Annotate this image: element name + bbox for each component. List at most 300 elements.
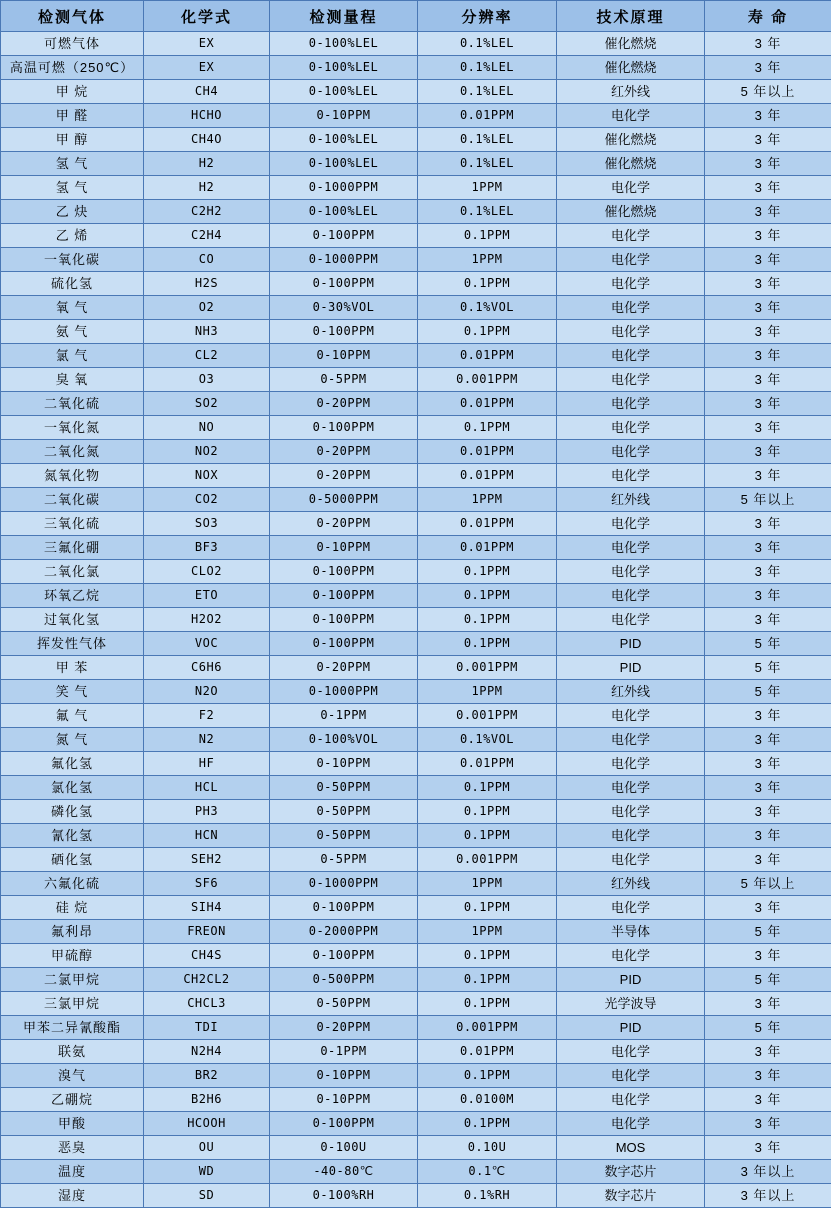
table-row xyxy=(1,1112,831,1136)
table-row xyxy=(1,248,831,272)
table-cell: 0-50PPM xyxy=(270,776,418,800)
table-cell: 3 年 xyxy=(705,56,831,80)
table-cell: 氨 气 xyxy=(1,320,144,344)
table-cell: 电化学 xyxy=(557,176,705,200)
table-row xyxy=(1,728,831,752)
table-cell: 0-100PPM xyxy=(270,608,418,632)
table-cell: 0.01PPM xyxy=(418,464,557,488)
table-cell: 3 年 xyxy=(705,440,831,464)
table-cell: 3 年 xyxy=(705,416,831,440)
table-cell: 氮 气 xyxy=(1,728,144,752)
table-cell: 电化学 xyxy=(557,1088,705,1112)
table-cell: 电化学 xyxy=(557,224,705,248)
table-cell: 乙硼烷 xyxy=(1,1088,144,1112)
table-cell: 0-100PPM xyxy=(270,584,418,608)
table-cell: 0.1PPM xyxy=(418,584,557,608)
table-cell: 0-100PPM xyxy=(270,224,418,248)
table-cell: 温度 xyxy=(1,1160,144,1184)
table-cell: 电化学 xyxy=(557,848,705,872)
table-cell: 氯化氢 xyxy=(1,776,144,800)
table-cell: 1PPM xyxy=(418,248,557,272)
table-cell: VOC xyxy=(144,632,270,656)
table-cell: 3 年 xyxy=(705,224,831,248)
table-cell: 1PPM xyxy=(418,176,557,200)
table-row xyxy=(1,80,831,104)
table-cell: 三氯甲烷 xyxy=(1,992,144,1016)
table-cell: 氟化氢 xyxy=(1,752,144,776)
table-cell: 三氟化硼 xyxy=(1,536,144,560)
table-cell: 电化学 xyxy=(557,368,705,392)
table-cell: 0-100%VOL xyxy=(270,728,418,752)
table-cell: 3 年 xyxy=(705,800,831,824)
table-cell: 0.001PPM xyxy=(418,656,557,680)
table-cell: 0.1%LEL xyxy=(418,152,557,176)
table-cell: 5 年以上 xyxy=(705,80,831,104)
column-header-gas: 检测气体 xyxy=(1,1,144,32)
table-cell: 电化学 xyxy=(557,296,705,320)
table-row xyxy=(1,584,831,608)
table-cell: 0.01PPM xyxy=(418,752,557,776)
table-row xyxy=(1,824,831,848)
table-row xyxy=(1,128,831,152)
table-row xyxy=(1,536,831,560)
table-cell: 三氧化硫 xyxy=(1,512,144,536)
table-cell: 0-5PPM xyxy=(270,368,418,392)
table-cell: 3 年 xyxy=(705,104,831,128)
table-row xyxy=(1,1040,831,1064)
table-cell: 3 年 xyxy=(705,560,831,584)
table-cell: 3 年 xyxy=(705,752,831,776)
table-cell: 0-50PPM xyxy=(270,992,418,1016)
table-cell: CH4O xyxy=(144,128,270,152)
table-cell: 六氟化硫 xyxy=(1,872,144,896)
column-header-resolution: 分辨率 xyxy=(418,1,557,32)
table-row xyxy=(1,344,831,368)
table-header xyxy=(1,1,831,32)
table-cell: 乙 烯 xyxy=(1,224,144,248)
table-row xyxy=(1,152,831,176)
table-cell: 催化燃烧 xyxy=(557,128,705,152)
table-cell: PH3 xyxy=(144,800,270,824)
table-cell: 催化燃烧 xyxy=(557,56,705,80)
table-cell: 电化学 xyxy=(557,608,705,632)
table-cell: NO xyxy=(144,416,270,440)
table-cell: 甲 醇 xyxy=(1,128,144,152)
table-cell: NH3 xyxy=(144,320,270,344)
table-cell: N2 xyxy=(144,728,270,752)
table-cell: 催化燃烧 xyxy=(557,32,705,56)
table-cell: 电化学 xyxy=(557,584,705,608)
table-cell: H2S xyxy=(144,272,270,296)
table-cell: 氟利昂 xyxy=(1,920,144,944)
table-cell: 电化学 xyxy=(557,824,705,848)
table-cell: 3 年 xyxy=(705,1064,831,1088)
table-cell: 电化学 xyxy=(557,560,705,584)
table-cell: 硫化氢 xyxy=(1,272,144,296)
table-cell: 电化学 xyxy=(557,752,705,776)
table-cell: PID xyxy=(557,1016,705,1040)
table-cell: 光学波导 xyxy=(557,992,705,1016)
table-row xyxy=(1,1088,831,1112)
table-cell: 电化学 xyxy=(557,416,705,440)
table-cell: 甲 苯 xyxy=(1,656,144,680)
table-cell: SD xyxy=(144,1184,270,1208)
table-cell: 氢 气 xyxy=(1,152,144,176)
table-cell: 氧 气 xyxy=(1,296,144,320)
table-cell: 0.1PPM xyxy=(418,800,557,824)
table-cell: 红外线 xyxy=(557,488,705,512)
table-cell: 数字芯片 xyxy=(557,1184,705,1208)
table-row xyxy=(1,848,831,872)
table-cell: 0-20PPM xyxy=(270,392,418,416)
table-cell: 二氧化碳 xyxy=(1,488,144,512)
table-cell: EX xyxy=(144,32,270,56)
table-row xyxy=(1,272,831,296)
table-cell: 溴气 xyxy=(1,1064,144,1088)
table-cell: 电化学 xyxy=(557,344,705,368)
table-cell: 3 年 xyxy=(705,776,831,800)
table-cell: 高温可燃（250℃） xyxy=(1,56,144,80)
table-cell: 0-100%LEL xyxy=(270,200,418,224)
table-cell: 0-10PPM xyxy=(270,1064,418,1088)
table-cell: 0.1%LEL xyxy=(418,200,557,224)
table-cell: 乙 炔 xyxy=(1,200,144,224)
table-row xyxy=(1,872,831,896)
table-cell: 0-10PPM xyxy=(270,344,418,368)
table-cell: 二氧化氮 xyxy=(1,440,144,464)
table-cell: 磷化氢 xyxy=(1,800,144,824)
table-cell: O2 xyxy=(144,296,270,320)
table-cell: 湿度 xyxy=(1,1184,144,1208)
table-row xyxy=(1,944,831,968)
table-cell: 电化学 xyxy=(557,104,705,128)
table-cell: 0.1PPM xyxy=(418,320,557,344)
table-cell: CL2 xyxy=(144,344,270,368)
table-cell: 3 年 xyxy=(705,512,831,536)
table-row xyxy=(1,200,831,224)
table-cell: 0.1PPM xyxy=(418,608,557,632)
table-row xyxy=(1,224,831,248)
table-cell: 0.1%VOL xyxy=(418,728,557,752)
table-cell: HCN xyxy=(144,824,270,848)
table-cell: 0-10PPM xyxy=(270,1088,418,1112)
table-cell: 电化学 xyxy=(557,1112,705,1136)
table-cell: 3 年 xyxy=(705,1088,831,1112)
table-cell: 0-100PPM xyxy=(270,896,418,920)
table-cell: 过氧化氢 xyxy=(1,608,144,632)
table-cell: CLO2 xyxy=(144,560,270,584)
table-cell: 5 年 xyxy=(705,680,831,704)
table-cell: 0.1%LEL xyxy=(418,80,557,104)
table-cell: 0-100PPM xyxy=(270,560,418,584)
table-cell: 0.001PPM xyxy=(418,368,557,392)
table-cell: SEH2 xyxy=(144,848,270,872)
table-cell: CH4S xyxy=(144,944,270,968)
table-cell: 5 年 xyxy=(705,920,831,944)
table-cell: 0-20PPM xyxy=(270,464,418,488)
table-cell: TDI xyxy=(144,1016,270,1040)
table-cell: 5 年 xyxy=(705,968,831,992)
table-cell: 二氧化氯 xyxy=(1,560,144,584)
table-cell: 0-100PPM xyxy=(270,272,418,296)
table-cell: 0-100PPM xyxy=(270,416,418,440)
table-row xyxy=(1,704,831,728)
table-cell: 电化学 xyxy=(557,440,705,464)
table-cell: -40-80℃ xyxy=(270,1160,418,1184)
table-cell: H2 xyxy=(144,152,270,176)
table-cell: 0-30%VOL xyxy=(270,296,418,320)
table-cell: 3 年 xyxy=(705,272,831,296)
table-row xyxy=(1,752,831,776)
table-cell: 0.01PPM xyxy=(418,1040,557,1064)
column-header-principle: 技术原理 xyxy=(557,1,705,32)
table-cell: 0.1%VOL xyxy=(418,296,557,320)
table-cell: 3 年 xyxy=(705,1136,831,1160)
table-cell: 0.1PPM xyxy=(418,632,557,656)
table-cell: 0.1PPM xyxy=(418,560,557,584)
table-cell: SO3 xyxy=(144,512,270,536)
table-cell: 0.001PPM xyxy=(418,848,557,872)
table-cell: 红外线 xyxy=(557,80,705,104)
table-cell: 3 年以上 xyxy=(705,1160,831,1184)
table-cell: 0.01PPM xyxy=(418,440,557,464)
table-cell: BF3 xyxy=(144,536,270,560)
table-cell: 电化学 xyxy=(557,944,705,968)
table-row xyxy=(1,680,831,704)
table-cell: 恶臭 xyxy=(1,1136,144,1160)
table-row xyxy=(1,800,831,824)
table-cell: 电化学 xyxy=(557,728,705,752)
table-cell: NO2 xyxy=(144,440,270,464)
table-cell: 5 年以上 xyxy=(705,488,831,512)
table-row xyxy=(1,608,831,632)
table-cell: 电化学 xyxy=(557,320,705,344)
table-cell: 氮氧化物 xyxy=(1,464,144,488)
table-cell: 0-50PPM xyxy=(270,800,418,824)
table-row xyxy=(1,968,831,992)
table-cell: 0-1000PPM xyxy=(270,176,418,200)
table-cell: 挥发性气体 xyxy=(1,632,144,656)
table-cell: 5 年 xyxy=(705,1016,831,1040)
table-cell: 0-100%LEL xyxy=(270,152,418,176)
table-cell: PID xyxy=(557,656,705,680)
table-cell: 0.1PPM xyxy=(418,824,557,848)
table-cell: 0-1PPM xyxy=(270,704,418,728)
table-cell: 3 年 xyxy=(705,824,831,848)
table-cell: O3 xyxy=(144,368,270,392)
table-cell: 0-5PPM xyxy=(270,848,418,872)
table-cell: 半导体 xyxy=(557,920,705,944)
table-cell: 甲 烷 xyxy=(1,80,144,104)
table-cell: HCL xyxy=(144,776,270,800)
table-cell: 电化学 xyxy=(557,392,705,416)
table-cell: 0-100%LEL xyxy=(270,56,418,80)
table-cell: WD xyxy=(144,1160,270,1184)
table-row xyxy=(1,488,831,512)
table-cell: 0.01PPM xyxy=(418,536,557,560)
table-cell: C2H2 xyxy=(144,200,270,224)
table-cell: 0-1000PPM xyxy=(270,248,418,272)
table-cell: 电化学 xyxy=(557,800,705,824)
table-cell: 0.001PPM xyxy=(418,1016,557,1040)
table-row xyxy=(1,416,831,440)
table-cell: 甲硫醇 xyxy=(1,944,144,968)
table-cell: 0-10PPM xyxy=(270,752,418,776)
table-cell: H2O2 xyxy=(144,608,270,632)
table-cell: 3 年 xyxy=(705,1112,831,1136)
table-cell: 1PPM xyxy=(418,680,557,704)
table-cell: 1PPM xyxy=(418,872,557,896)
table-cell: 3 年 xyxy=(705,728,831,752)
table-cell: H2 xyxy=(144,176,270,200)
table-cell: 一氧化氮 xyxy=(1,416,144,440)
table-cell: CO xyxy=(144,248,270,272)
table-cell: 催化燃烧 xyxy=(557,200,705,224)
table-cell: 催化燃烧 xyxy=(557,152,705,176)
table-cell: 0-100PPM xyxy=(270,944,418,968)
table-cell: 3 年 xyxy=(705,392,831,416)
table-row xyxy=(1,104,831,128)
table-cell: 0.1PPM xyxy=(418,1064,557,1088)
table-cell: 0-2000PPM xyxy=(270,920,418,944)
table-cell: 3 年 xyxy=(705,368,831,392)
table-cell: 0.1%LEL xyxy=(418,56,557,80)
table-cell: 3 年 xyxy=(705,320,831,344)
table-cell: 0-10PPM xyxy=(270,536,418,560)
table-cell: 电化学 xyxy=(557,272,705,296)
table-cell: 臭 氧 xyxy=(1,368,144,392)
table-cell: 0-5000PPM xyxy=(270,488,418,512)
table-cell: 0.1℃ xyxy=(418,1160,557,1184)
table-cell: 1PPM xyxy=(418,488,557,512)
table-cell: 3 年 xyxy=(705,464,831,488)
table-row xyxy=(1,656,831,680)
table-cell: OU xyxy=(144,1136,270,1160)
table-cell: 电化学 xyxy=(557,1040,705,1064)
table-row xyxy=(1,512,831,536)
table-row xyxy=(1,176,831,200)
table-row xyxy=(1,320,831,344)
table-cell: N2H4 xyxy=(144,1040,270,1064)
table-cell: 红外线 xyxy=(557,680,705,704)
table-cell: 0.01PPM xyxy=(418,512,557,536)
table-cell: 0.001PPM xyxy=(418,704,557,728)
table-cell: 0.1%LEL xyxy=(418,128,557,152)
table-cell: 氟 气 xyxy=(1,704,144,728)
table-cell: 3 年 xyxy=(705,248,831,272)
table-cell: 3 年 xyxy=(705,152,831,176)
table-cell: PID xyxy=(557,968,705,992)
table-row xyxy=(1,1064,831,1088)
table-cell: 0-20PPM xyxy=(270,512,418,536)
table-cell: 0.1PPM xyxy=(418,1112,557,1136)
table-cell: 甲苯二异氰酸酯 xyxy=(1,1016,144,1040)
table-cell: 3 年 xyxy=(705,608,831,632)
table-cell: HCHO xyxy=(144,104,270,128)
table-cell: 电化学 xyxy=(557,704,705,728)
table-cell: SIH4 xyxy=(144,896,270,920)
table-cell: 3 年 xyxy=(705,128,831,152)
column-header-lifetime: 寿 命 xyxy=(705,1,831,32)
table-row xyxy=(1,32,831,56)
table-cell: CHCL3 xyxy=(144,992,270,1016)
table-cell: 3 年 xyxy=(705,344,831,368)
table-row xyxy=(1,896,831,920)
table-cell: 0-10PPM xyxy=(270,104,418,128)
table-cell: 0-100%LEL xyxy=(270,128,418,152)
table-cell: 电化学 xyxy=(557,536,705,560)
table-cell: 0.1PPM xyxy=(418,992,557,1016)
table-cell: 3 年 xyxy=(705,992,831,1016)
table-row xyxy=(1,992,831,1016)
table-cell: CH4 xyxy=(144,80,270,104)
table-row xyxy=(1,368,831,392)
column-header-formula: 化学式 xyxy=(144,1,270,32)
table-row xyxy=(1,56,831,80)
table-cell: 电化学 xyxy=(557,776,705,800)
table-cell: 0-50PPM xyxy=(270,824,418,848)
table-cell: 0-100PPM xyxy=(270,1112,418,1136)
table-cell: 0.10U xyxy=(418,1136,557,1160)
table-cell: 3 年 xyxy=(705,1040,831,1064)
table-cell: 硒化氢 xyxy=(1,848,144,872)
table-cell: 氰化氢 xyxy=(1,824,144,848)
table-cell: PID xyxy=(557,632,705,656)
table-cell: 红外线 xyxy=(557,872,705,896)
table-row xyxy=(1,1160,831,1184)
table-cell: 一氧化碳 xyxy=(1,248,144,272)
table-cell: 0-20PPM xyxy=(270,440,418,464)
table-cell: 0.0100M xyxy=(418,1088,557,1112)
table-cell: 3 年 xyxy=(705,296,831,320)
table-row xyxy=(1,296,831,320)
table-cell: 0-20PPM xyxy=(270,1016,418,1040)
table-cell: EX xyxy=(144,56,270,80)
table-row xyxy=(1,440,831,464)
table-cell: 数字芯片 xyxy=(557,1160,705,1184)
table-cell: 0.1%LEL xyxy=(418,32,557,56)
table-row xyxy=(1,1136,831,1160)
table-cell: 电化学 xyxy=(557,464,705,488)
table-cell: 0.01PPM xyxy=(418,392,557,416)
table-cell: 0-100PPM xyxy=(270,320,418,344)
table-cell: 氢 气 xyxy=(1,176,144,200)
table-cell: FREON xyxy=(144,920,270,944)
table-cell: B2H6 xyxy=(144,1088,270,1112)
table-cell: 0-100%LEL xyxy=(270,32,418,56)
table-cell: BR2 xyxy=(144,1064,270,1088)
table-cell: NOX xyxy=(144,464,270,488)
table-cell: N2O xyxy=(144,680,270,704)
table-cell: 0.1PPM xyxy=(418,968,557,992)
table-row xyxy=(1,920,831,944)
table-row xyxy=(1,560,831,584)
table-cell: 0-1000PPM xyxy=(270,872,418,896)
table-cell: HCOOH xyxy=(144,1112,270,1136)
table-cell: MOS xyxy=(557,1136,705,1160)
table-cell: 0.1PPM xyxy=(418,944,557,968)
table-cell: 3 年 xyxy=(705,536,831,560)
table-cell: 0-100%RH xyxy=(270,1184,418,1208)
table-cell: 0.1PPM xyxy=(418,224,557,248)
table-cell: 氯 气 xyxy=(1,344,144,368)
table-cell: SO2 xyxy=(144,392,270,416)
table-row xyxy=(1,632,831,656)
table-row xyxy=(1,392,831,416)
table-cell: 0.1PPM xyxy=(418,416,557,440)
table-cell: 0-1000PPM xyxy=(270,680,418,704)
table-cell: 0.01PPM xyxy=(418,344,557,368)
